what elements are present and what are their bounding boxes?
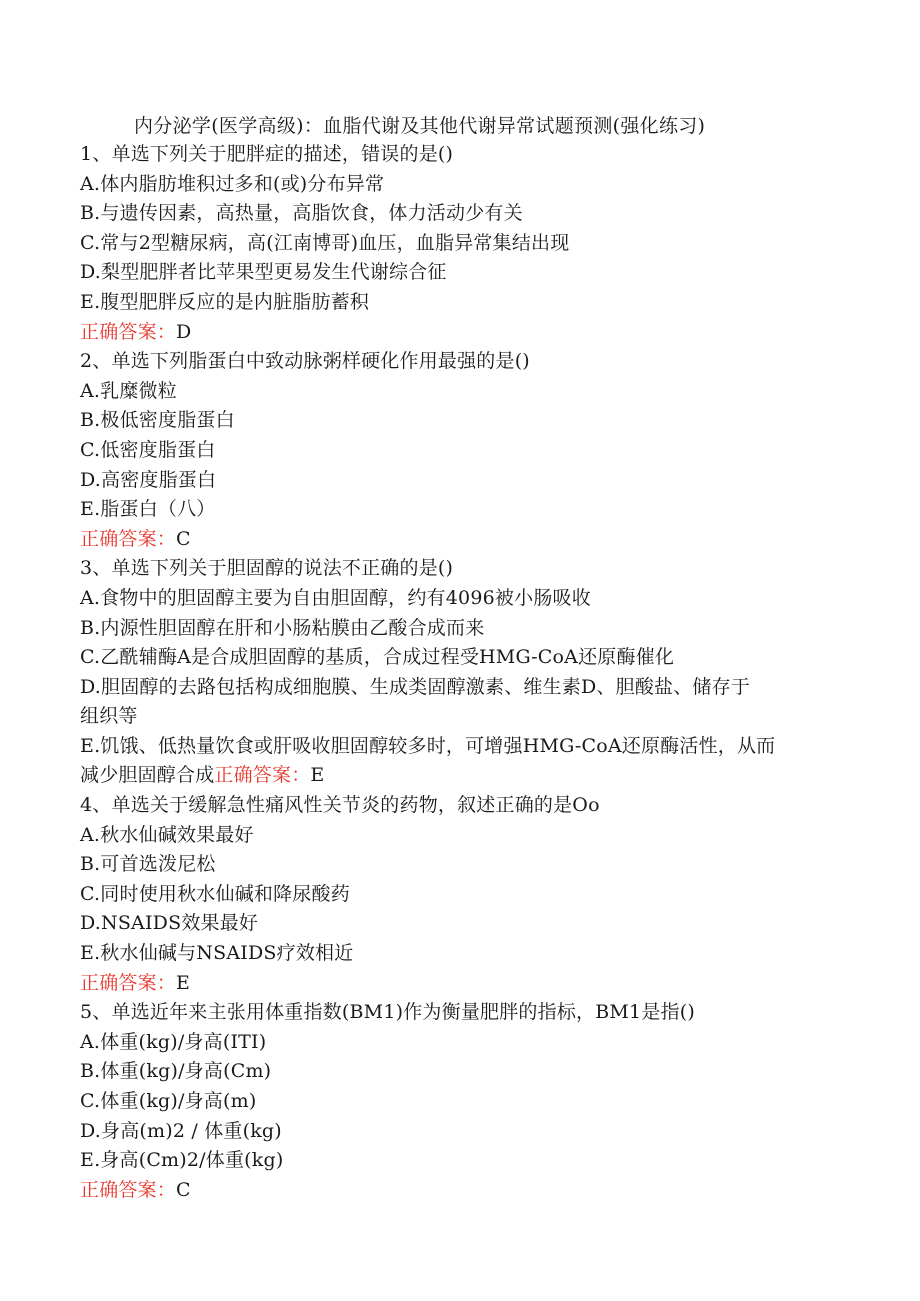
answer-line xyxy=(80,525,840,555)
question-3 xyxy=(80,554,840,791)
document-page xyxy=(80,112,840,1205)
question-4 xyxy=(80,791,840,998)
option-c: C.同时使用秋水仙碱和降尿酸药 xyxy=(80,882,350,905)
option-e-continued-with-answer xyxy=(80,761,840,791)
answer-line xyxy=(80,1176,840,1206)
question-1 xyxy=(80,140,840,347)
option-c: C.低密度脂蛋白 xyxy=(80,438,216,461)
question-stem: 1、单选下列关于肥胖症的描述，错误的是() xyxy=(80,143,454,165)
answer-label: 正确答案： xyxy=(80,320,177,343)
answer-line xyxy=(80,318,840,348)
option-e: E.饥饿、低热量饮食或肝吸收胆固醇较多时，可增强HMG-CoA还原酶活性，从而 xyxy=(80,734,776,757)
option-c: C.常与2型糖尿病，高(江南博哥)血压，血脂异常集结出现 xyxy=(80,231,570,254)
answer-label: 正确答案： xyxy=(80,971,177,994)
question-stem: 4、单选关于缓解急性痛风性关节炎的药物，叙述正确的是Oo xyxy=(80,794,600,817)
answer-value: E xyxy=(310,764,325,787)
option-b: B.可首选泼尼松 xyxy=(80,853,216,876)
document-title: 内分泌学(医学高级)：血脂代谢及其他代谢异常试题预测(强化练习) xyxy=(134,115,706,137)
answer-value: D xyxy=(176,320,192,343)
option-d: D.胆固醇的去路包括构成细胞膜、生成类固醇激素、维生素D、胆酸盐、储存于 xyxy=(80,675,751,698)
question-stem: 2、单选下列脂蛋白中致动脉粥样硬化作用最强的是() xyxy=(80,350,530,373)
option-e: E.秋水仙碱与NSAIDS疗效相近 xyxy=(80,942,354,965)
question-stem: 5、单选近年来主张用体重指数(BM1)作为衡量肥胖的指标，BM1是指() xyxy=(80,1001,695,1024)
answer-label: 正确答案： xyxy=(80,1178,177,1201)
option-c: C.体重(kg)/身高(m) xyxy=(80,1090,257,1112)
option-e: E.脂蛋白（八） xyxy=(80,498,216,521)
option-e-continued: 减少胆固醇合成 xyxy=(80,764,215,787)
option-a: A.乳糜微粒 xyxy=(80,379,177,402)
option-b: B.内源性胆固醇在肝和小肠粘膜由乙酸合成而来 xyxy=(80,616,485,639)
answer-value: E xyxy=(176,971,191,994)
answer-value: C xyxy=(176,527,191,550)
answer-label: 正确答案： xyxy=(80,527,177,550)
option-a: A.食物中的胆固醇主要为自由胆固醇，约有4096被小肠吸收 xyxy=(80,586,591,609)
option-d: D.身高(m)2 / 体重(kg) xyxy=(80,1119,282,1142)
option-e: E.腹型肥胖反应的是内脏脂肪蓄积 xyxy=(80,290,370,313)
option-a: A.体重(kg)/身高(ITI) xyxy=(80,1030,267,1053)
option-d-continued: 组织等 xyxy=(80,705,138,728)
option-b: B.与遗传因素，高热量，高脂饮食，体力活动少有关 xyxy=(80,202,523,225)
option-e: E.身高(Cm)2/体重(kg) xyxy=(80,1149,284,1172)
option-d: D.高密度脂蛋白 xyxy=(80,468,217,491)
answer-label: 正确答案： xyxy=(214,764,311,787)
question-stem: 3、单选下列关于胆固醇的说法不正确的是() xyxy=(80,557,454,580)
answer-value: C xyxy=(176,1178,191,1201)
answer-line xyxy=(80,969,840,999)
option-c: C.乙酰辅酶A是合成胆固醇的基质，合成过程受HMG-CoA还原酶催化 xyxy=(80,646,675,669)
option-d: D.NSAIDS效果最好 xyxy=(80,912,259,935)
option-a: A.秋水仙碱效果最好 xyxy=(80,823,254,846)
question-5 xyxy=(80,998,840,1205)
option-b: B.体重(kg)/身高(Cm) xyxy=(80,1060,272,1083)
option-a: A.体内脂肪堆积过多和(或)分布异常 xyxy=(80,172,385,195)
question-2 xyxy=(80,347,840,554)
option-b: B.极低密度脂蛋白 xyxy=(80,409,235,432)
option-d: D.梨型肥胖者比苹果型更易发生代谢综合征 xyxy=(80,261,447,284)
